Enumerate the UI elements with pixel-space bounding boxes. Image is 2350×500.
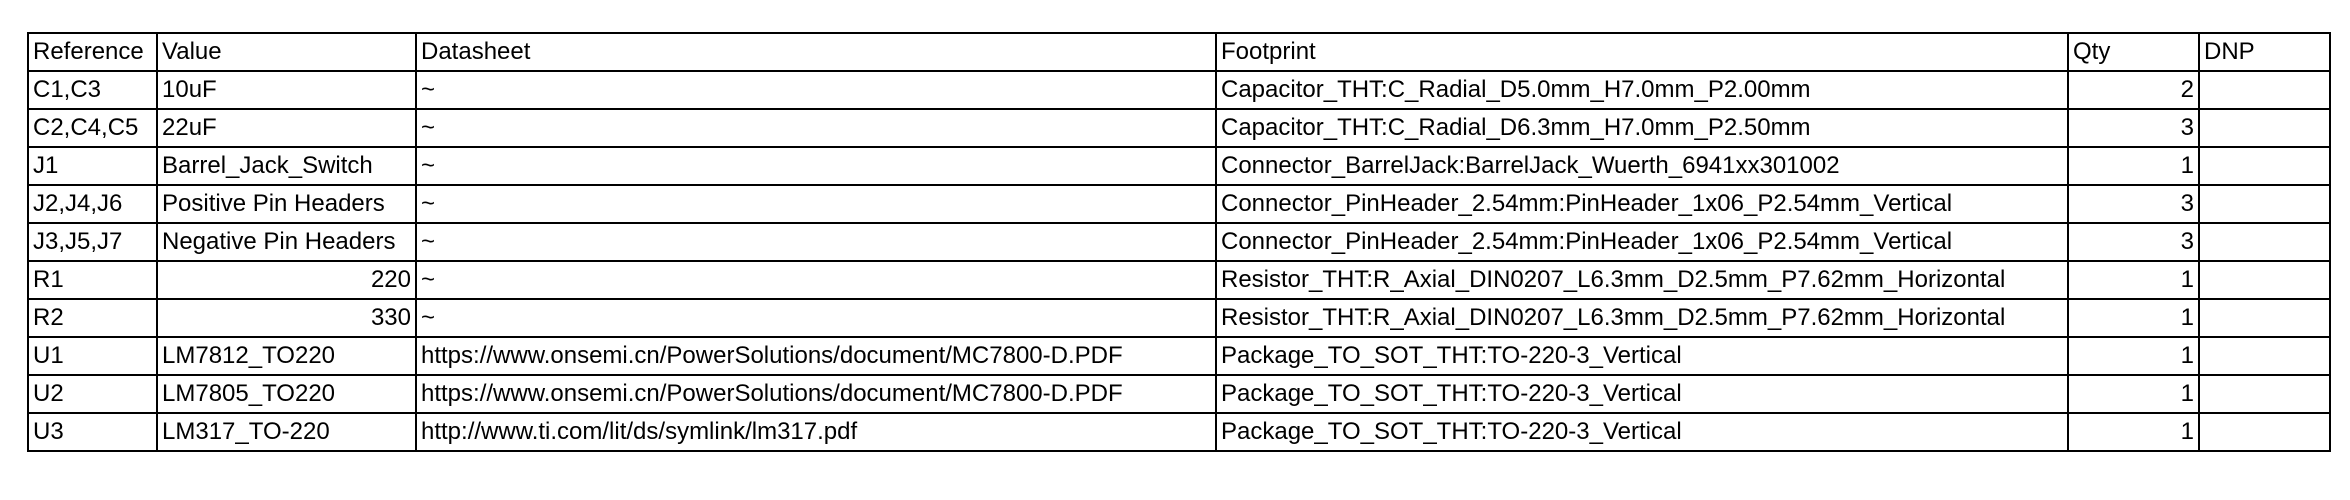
cell-reference: C1,C3	[28, 71, 157, 109]
cell-qty: 1	[2068, 147, 2199, 185]
cell-dnp	[2199, 261, 2330, 299]
cell-datasheet: ~	[416, 147, 1216, 185]
cell-reference: R1	[28, 261, 157, 299]
cell-reference: J3,J5,J7	[28, 223, 157, 261]
header-value: Value	[157, 33, 416, 71]
cell-dnp	[2199, 109, 2330, 147]
cell-qty: 2	[2068, 71, 2199, 109]
cell-footprint: Resistor_THT:R_Axial_DIN0207_L6.3mm_D2.5mm_P7.62mm_Horizontal	[1216, 261, 2068, 299]
cell-qty: 1	[2068, 261, 2199, 299]
cell-footprint: Connector_PinHeader_2.54mm:PinHeader_1x06_P2.54mm_Vertical	[1216, 185, 2068, 223]
cell-reference: R2	[28, 299, 157, 337]
cell-reference: J1	[28, 147, 157, 185]
cell-footprint: Package_TO_SOT_THT:TO-220-3_Vertical	[1216, 375, 2068, 413]
cell-value: 330	[157, 299, 416, 337]
table-row	[28, 337, 2330, 375]
cell-dnp	[2199, 413, 2330, 451]
cell-datasheet: http://www.ti.com/lit/ds/symlink/lm317.pdf	[416, 413, 1216, 451]
cell-datasheet: ~	[416, 299, 1216, 337]
cell-footprint: Connector_BarrelJack:BarrelJack_Wuerth_6941xx301002	[1216, 147, 2068, 185]
cell-footprint: Capacitor_THT:C_Radial_D5.0mm_H7.0mm_P2.00mm	[1216, 71, 2068, 109]
header-dnp: DNP	[2199, 33, 2330, 71]
cell-datasheet: ~	[416, 71, 1216, 109]
cell-reference: U2	[28, 375, 157, 413]
cell-footprint: Capacitor_THT:C_Radial_D6.3mm_H7.0mm_P2.50mm	[1216, 109, 2068, 147]
cell-dnp	[2199, 71, 2330, 109]
header-reference: Reference	[28, 33, 157, 71]
table-row	[28, 223, 2330, 261]
header-row	[28, 33, 2330, 71]
table-row	[28, 147, 2330, 185]
cell-reference: U3	[28, 413, 157, 451]
cell-reference: C2,C4,C5	[28, 109, 157, 147]
table-row	[28, 299, 2330, 337]
cell-dnp	[2199, 375, 2330, 413]
cell-value: 22uF	[157, 109, 416, 147]
cell-value: LM7805_TO220	[157, 375, 416, 413]
cell-qty: 3	[2068, 223, 2199, 261]
cell-value: LM7812_TO220	[157, 337, 416, 375]
cell-datasheet: ~	[416, 109, 1216, 147]
cell-qty: 1	[2068, 337, 2199, 375]
cell-dnp	[2199, 185, 2330, 223]
cell-footprint: Package_TO_SOT_THT:TO-220-3_Vertical	[1216, 413, 2068, 451]
cell-datasheet: https://www.onsemi.cn/PowerSolutions/document/MC7800-D.PDF	[416, 375, 1216, 413]
cell-value: 10uF	[157, 71, 416, 109]
header-qty: Qty	[2068, 33, 2199, 71]
cell-datasheet: ~	[416, 185, 1216, 223]
cell-dnp	[2199, 147, 2330, 185]
cell-datasheet: https://www.onsemi.cn/PowerSolutions/document/MC7800-D.PDF	[416, 337, 1216, 375]
cell-value: LM317_TO-220	[157, 413, 416, 451]
cell-value: 220	[157, 261, 416, 299]
cell-footprint: Package_TO_SOT_THT:TO-220-3_Vertical	[1216, 337, 2068, 375]
table-row	[28, 71, 2330, 109]
cell-dnp	[2199, 299, 2330, 337]
table-row	[28, 413, 2330, 451]
cell-value: Barrel_Jack_Switch	[157, 147, 416, 185]
cell-qty: 3	[2068, 185, 2199, 223]
cell-reference: U1	[28, 337, 157, 375]
cell-datasheet: ~	[416, 261, 1216, 299]
cell-qty: 3	[2068, 109, 2199, 147]
cell-qty: 1	[2068, 375, 2199, 413]
cell-reference: J2,J4,J6	[28, 185, 157, 223]
cell-qty: 1	[2068, 299, 2199, 337]
table-row	[28, 261, 2330, 299]
table-row	[28, 109, 2330, 147]
cell-datasheet: ~	[416, 223, 1216, 261]
cell-dnp	[2199, 337, 2330, 375]
cell-footprint: Connector_PinHeader_2.54mm:PinHeader_1x06_P2.54mm_Vertical	[1216, 223, 2068, 261]
cell-value: Positive Pin Headers	[157, 185, 416, 223]
bom-table	[27, 32, 2331, 452]
cell-footprint: Resistor_THT:R_Axial_DIN0207_L6.3mm_D2.5mm_P7.62mm_Horizontal	[1216, 299, 2068, 337]
cell-dnp	[2199, 223, 2330, 261]
table-row	[28, 185, 2330, 223]
cell-qty: 1	[2068, 413, 2199, 451]
header-footprint: Footprint	[1216, 33, 2068, 71]
table-row	[28, 375, 2330, 413]
header-datasheet: Datasheet	[416, 33, 1216, 71]
cell-value: Negative Pin Headers	[157, 223, 416, 261]
